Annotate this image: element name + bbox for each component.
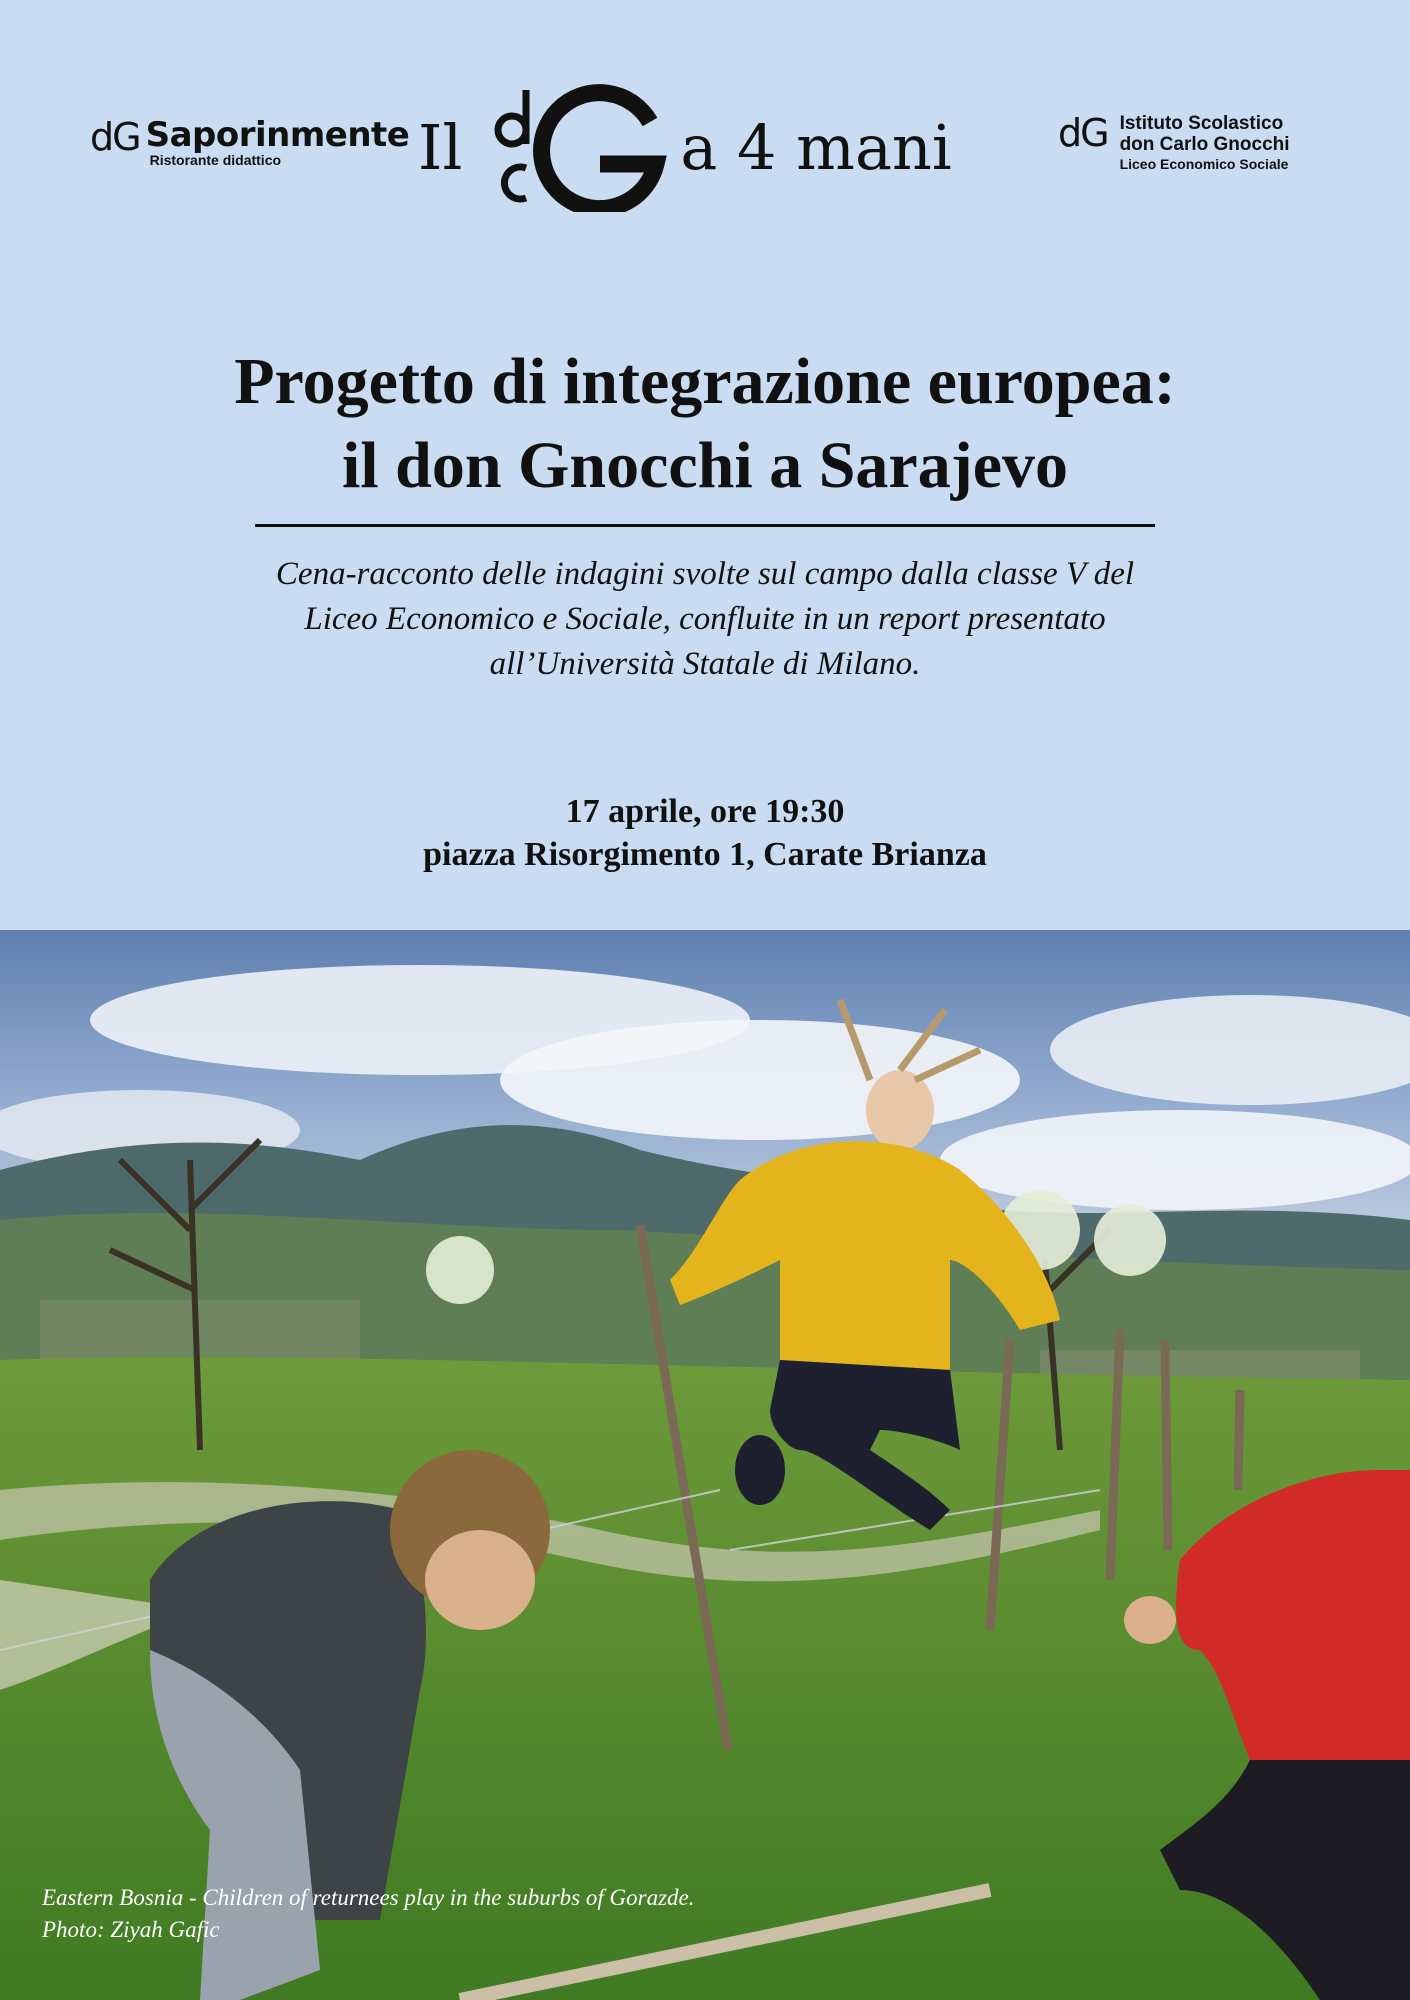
dg-logo-mark: dG <box>90 115 140 159</box>
saporinmente-name: Saporinmente <box>145 115 410 155</box>
event-description <box>0 552 1410 687</box>
event-details <box>0 790 1410 876</box>
event-location: piazza Risorgimento 1, Carate Brianza <box>423 836 987 873</box>
page-title <box>0 340 1410 508</box>
istituto-name-line2: don Carlo Gnocchi <box>1119 134 1290 155</box>
photo-caption <box>42 1882 694 1946</box>
dg-a-4-mani-logo <box>418 82 952 212</box>
children-playing-photo <box>0 930 1410 2000</box>
description-line-1: Cena-racconto delle indagini svolte sul campo dalla classe V del <box>275 556 1135 592</box>
caption-credit: Photo: Ziyah Gafic <box>42 1917 220 1942</box>
title-line-1: Progetto di integrazione europea: <box>234 345 1176 418</box>
event-datetime: 17 aprile, ore 19:30 <box>565 793 845 830</box>
caption-line-1: Eastern Bosnia - Children of returnees play in the suburbs of Gorazde. <box>42 1885 695 1910</box>
dg-logo-mark: dG <box>1058 111 1108 155</box>
dg-monogram-logo <box>482 82 672 212</box>
title-line-2: il don Gnocchi a Sarajevo <box>341 429 1069 502</box>
istituto-name-line1: Istituto Scolastico <box>1119 113 1284 134</box>
poster-photo <box>0 930 1410 2000</box>
description-line-3: all’Università Statale di Milano. <box>489 646 921 682</box>
divider <box>255 524 1155 527</box>
description-line-2: Liceo Economico e Sociale, confluite in un report presentato <box>304 601 1106 637</box>
saporinmente-logo <box>90 115 410 168</box>
logo-suffix: a 4 mani <box>680 110 952 184</box>
logo-prefix: Il <box>418 110 463 184</box>
saporinmente-subtitle: Ristorante didattico <box>149 152 282 168</box>
istituto-logo <box>1058 113 1290 173</box>
istituto-name-line3: Liceo Economico Sociale <box>1119 156 1289 172</box>
